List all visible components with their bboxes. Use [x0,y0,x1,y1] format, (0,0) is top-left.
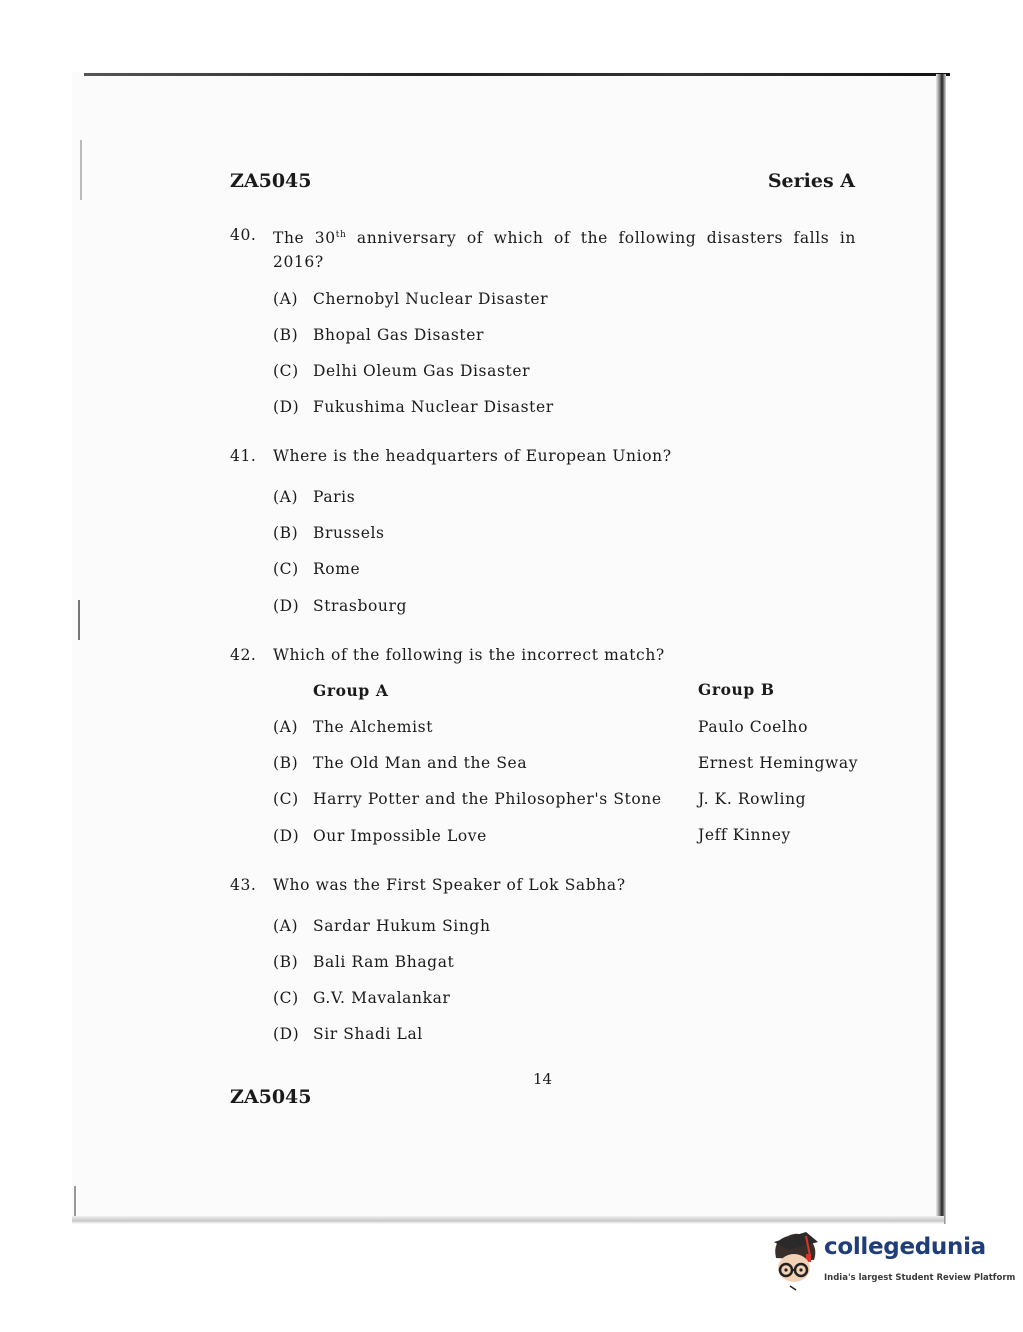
scan-left-mark [80,140,82,200]
option-b: (B) Bhopal Gas Disaster [273,326,485,344]
brand-tagline: India's largest Student Review Platform [824,1273,1016,1283]
option-c: (C) Harry Potter and the Philosopher's Stone [273,790,662,808]
option-c-match: J. K. Rowling [698,790,807,808]
question-43 [230,873,856,1043]
option-c: (C) Rome [273,560,361,578]
option-a: (A) The Alchemist [273,718,434,736]
scan-left-mark [78,600,80,640]
question-41 [230,444,856,615]
collegedunia-logo [766,1228,1016,1292]
option-a: (A) Sardar Hukum Singh [273,917,491,935]
question-number: 42. [230,646,257,664]
page-number: 14 [533,1070,553,1088]
question-42 [230,643,859,845]
option-b: (B) Bali Ram Bhagat [273,953,455,971]
question-text: Who was the First Speaker of Lok Sabha? [273,876,626,894]
option-c: (C) G.V. Mavalankar [273,989,451,1007]
question-text: The 30th anniversary of which of the following disasters falls in 2016? [273,229,857,272]
brand-name: collegedunia [824,1234,986,1260]
group-a-heading: Group A [313,681,389,700]
group-b-heading: Group B [698,680,775,699]
question-number: 40. [230,226,257,244]
scan-top-edge [84,73,950,76]
scan-left-mark [74,1186,76,1216]
question-number: 41. [230,447,257,465]
mascot-icon [766,1228,824,1292]
question-text: Which of the following is the incorrect match? [273,646,665,664]
option-a: (A) Chernobyl Nuclear Disaster [273,290,549,308]
option-a: (A) Paris [273,488,356,506]
option-d: (D) Our Impossible Love [273,827,487,845]
option-c: (C) Delhi Oleum Gas Disaster [273,362,531,380]
footer-paper-code: ZA5045 [230,1086,312,1108]
question-text: Where is the headquarters of European Union? [273,447,672,465]
option-b: (B) Brussels [273,524,385,542]
option-a-match: Paulo Coelho [698,718,809,736]
scan-bottom-edge [72,1216,944,1224]
option-d: (D) Sir Shadi Lal [273,1025,423,1043]
scan-right-edge [936,74,946,1224]
option-b-match: Ernest Hemingway [698,754,859,772]
paper-code: ZA5045 [230,170,312,192]
option-d: (D) Strasbourg [273,597,408,615]
question-40 [230,223,857,416]
option-b: (B) The Old Man and the Sea [273,754,528,772]
question-number: 43. [230,876,257,894]
series-label: Series A [767,170,855,192]
option-d-match: Jeff Kinney [698,826,791,844]
option-d: (D) Fukushima Nuclear Disaster [273,398,554,416]
